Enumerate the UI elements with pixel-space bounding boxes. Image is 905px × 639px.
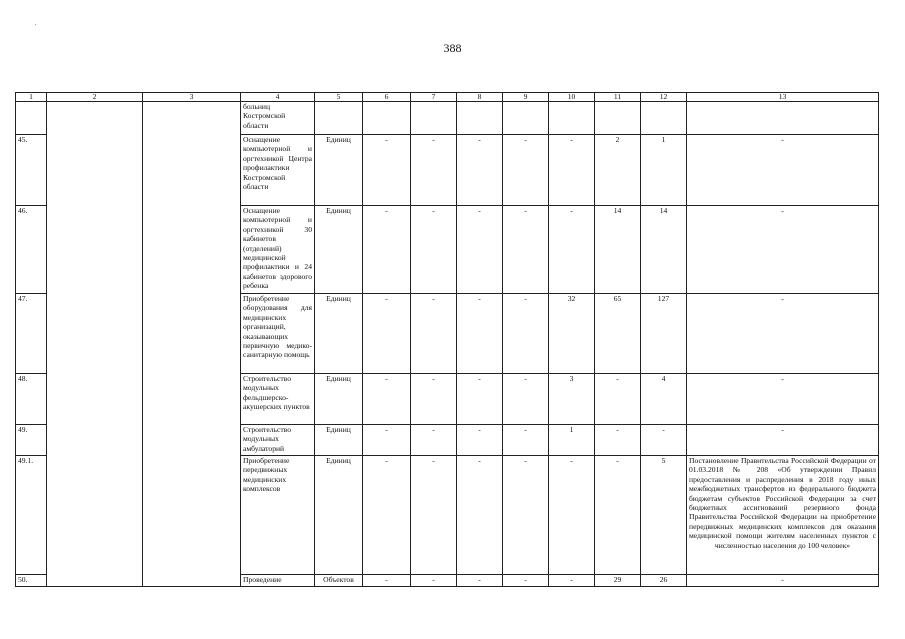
value-cell: 14: [641, 206, 687, 294]
value-cell: -: [363, 575, 411, 587]
value-cell: -: [503, 456, 549, 575]
value-cell: -: [595, 456, 641, 575]
unit-cell: Единиц: [315, 374, 363, 425]
value-cell: [363, 102, 411, 135]
row-number: 50.: [16, 575, 47, 587]
value-cell: -: [363, 294, 411, 374]
unit-cell: Единиц: [315, 294, 363, 374]
column-number-row: [16, 93, 879, 102]
row-number: 48.: [16, 374, 47, 425]
value-cell: -: [549, 456, 595, 575]
unit-cell: Объектов: [315, 575, 363, 587]
column-header: 6: [363, 93, 411, 102]
row-number: 47.: [16, 294, 47, 374]
indicator-name: Оснащение компьютерной и оргтехникой 30 кабинетов (отделений) медицинской профилактики и 24 кабинетов здорового ребенка: [241, 206, 315, 294]
column-header: 9: [503, 93, 549, 102]
column-header: 10: [549, 93, 595, 102]
value-cell: 65: [595, 294, 641, 374]
value-cell: 127: [641, 294, 687, 374]
indicator-name: Строительство модульных фельдшерско-акушерских пунктов: [241, 374, 315, 425]
indicator-name: Оснащение компьютерной и оргтехникой Центра профилактики Костромской области: [241, 135, 315, 206]
row-number: [16, 102, 47, 135]
value-cell: -: [363, 206, 411, 294]
column-header: 12: [641, 93, 687, 102]
column-header: 5: [315, 93, 363, 102]
value-cell: -: [457, 425, 503, 456]
value-cell: 29: [595, 575, 641, 587]
basis-cell: -: [687, 135, 879, 206]
row-number: 49.1.: [16, 456, 47, 575]
value-cell: -: [503, 135, 549, 206]
value-cell: -: [411, 456, 457, 575]
value-cell: 1: [549, 425, 595, 456]
value-cell: -: [457, 456, 503, 575]
value-cell: 14: [595, 206, 641, 294]
value-cell: [549, 102, 595, 135]
column-header: 13: [687, 93, 879, 102]
value-cell: -: [457, 135, 503, 206]
scan-speck: [35, 24, 36, 25]
value-cell: -: [411, 135, 457, 206]
basis-cell: -: [687, 425, 879, 456]
value-cell: -: [457, 575, 503, 587]
unit-cell: Единиц: [315, 456, 363, 575]
value-cell: -: [549, 206, 595, 294]
value-cell: [457, 102, 503, 135]
page-number: 388: [443, 41, 462, 55]
row-number: 49.: [16, 425, 47, 456]
value-cell: -: [411, 374, 457, 425]
unit-cell: Единиц: [315, 135, 363, 206]
row-number: 46.: [16, 206, 47, 294]
basis-cell: Постановление Правительства Российской Федерации от 01.03.2018 № 208 «Об утверждении Правил предоставления и распределения в 2018 году иных межбюджетных трансфертов из федерального бюджета бюджетам субъектов Российской Федерации за счет бюджетных ассигнований резервного фонда Правительства Российской Федерации на приобретение передвижных медицинских комплексов для оказания медицинской помощи жителям населенных пунктов с численностью населения до 100 человек»: [687, 456, 879, 575]
basis-cell: -: [687, 294, 879, 374]
value-cell: -: [363, 374, 411, 425]
column-header: 7: [411, 93, 457, 102]
value-cell: 1: [641, 135, 687, 206]
merged-cell-col2: [47, 102, 143, 587]
row-number: 45.: [16, 135, 47, 206]
value-cell: [503, 102, 549, 135]
column-header: 11: [595, 93, 641, 102]
value-cell: [595, 102, 641, 135]
merged-cell-col3: [143, 102, 241, 587]
value-cell: 32: [549, 294, 595, 374]
unit-cell: Единиц: [315, 206, 363, 294]
indicators-table: [15, 92, 879, 587]
value-cell: -: [457, 374, 503, 425]
value-cell: -: [411, 425, 457, 456]
basis-cell: -: [687, 575, 879, 587]
value-cell: -: [363, 456, 411, 575]
value-cell: -: [641, 425, 687, 456]
value-cell: 3: [549, 374, 595, 425]
indicator-name: Приобретение оборудования для медицинских организаций, оказывающих первичную медико-санитарную помощь: [241, 294, 315, 374]
value-cell: -: [503, 374, 549, 425]
indicator-name: Проведение: [241, 575, 315, 587]
value-cell: 26: [641, 575, 687, 587]
value-cell: 4: [641, 374, 687, 425]
value-cell: -: [595, 425, 641, 456]
column-header: 4: [241, 93, 315, 102]
value-cell: 2: [595, 135, 641, 206]
value-cell: -: [503, 294, 549, 374]
column-header: 1: [16, 93, 47, 102]
column-header: 2: [47, 93, 143, 102]
value-cell: -: [595, 374, 641, 425]
unit-cell: Единиц: [315, 425, 363, 456]
indicator-name: Строительство модульных амбулаторий: [241, 425, 315, 456]
indicator-name: Приобретение передвижных медицинских комплексов: [241, 456, 315, 575]
basis-cell: [687, 102, 879, 135]
column-header: 3: [143, 93, 241, 102]
value-cell: -: [411, 575, 457, 587]
value-cell: -: [411, 206, 457, 294]
value-cell: [411, 102, 457, 135]
value-cell: -: [503, 206, 549, 294]
table-row: [16, 102, 879, 135]
column-header: 8: [457, 93, 503, 102]
value-cell: -: [363, 135, 411, 206]
value-cell: 5: [641, 456, 687, 575]
value-cell: [641, 102, 687, 135]
value-cell: -: [549, 575, 595, 587]
value-cell: -: [363, 425, 411, 456]
value-cell: -: [457, 206, 503, 294]
unit-cell: [315, 102, 363, 135]
indicator-name: больниц Костромской области: [241, 102, 315, 135]
basis-cell: -: [687, 206, 879, 294]
value-cell: -: [503, 575, 549, 587]
value-cell: -: [503, 425, 549, 456]
value-cell: -: [549, 135, 595, 206]
value-cell: -: [411, 294, 457, 374]
basis-cell: -: [687, 374, 879, 425]
value-cell: -: [457, 294, 503, 374]
